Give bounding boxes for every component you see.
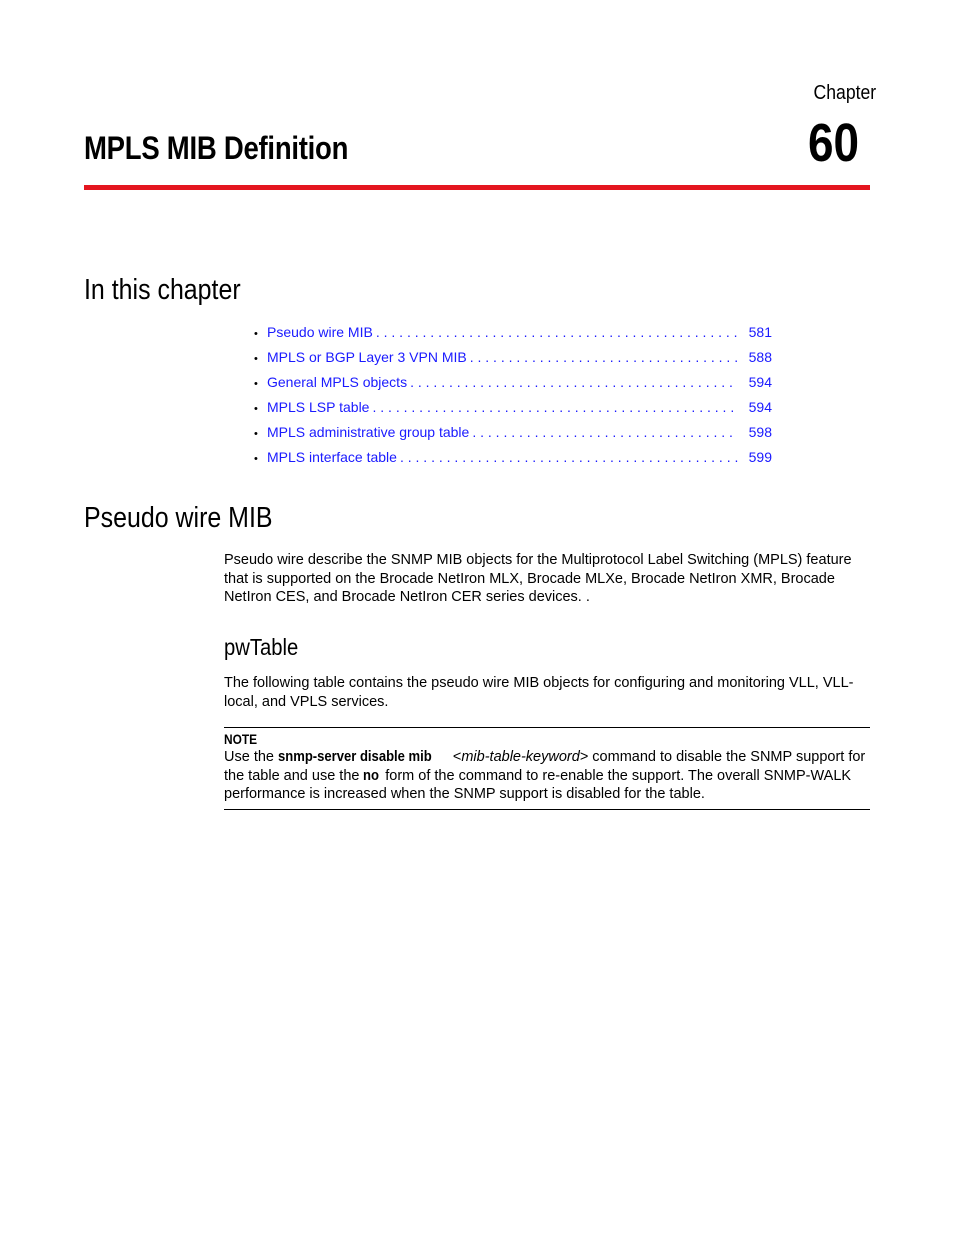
toc-link-general-mpls-objects[interactable]: General MPLS objects [267, 374, 408, 390]
note-text-part: Use the [224, 749, 278, 765]
chapter-title: MPLS MIB Definition [84, 130, 349, 166]
toc-leader-dots [372, 397, 738, 417]
toc-item [254, 372, 772, 397]
chapter-number: 60 [808, 113, 860, 173]
toc-page-number[interactable]: 594 [748, 399, 772, 415]
toc-item [254, 397, 772, 422]
title-rule [84, 185, 870, 190]
toc-link-mpls-admin-group-table[interactable]: MPLS administrative group table [267, 424, 470, 440]
toc-leader-dots [470, 347, 738, 367]
toc-page-number[interactable]: 599 [748, 449, 772, 465]
toc-page-number[interactable]: 581 [748, 324, 772, 340]
note-text-part: > command to disable the SNMP support for the table and use the [224, 749, 866, 784]
note-argument: mib-table-keyword [461, 749, 580, 765]
toc-heading: In this chapter [84, 274, 241, 306]
note-text-part: form of the command to re-enable the support. The overall SNMP-WALK performance is increased when the SNMP support is disabled for the table. [224, 767, 852, 802]
toc-page-number[interactable]: 598 [748, 424, 772, 440]
section-heading: Pseudo wire MIB [84, 502, 273, 534]
toc-link-mpls-lsp-table[interactable]: MPLS LSP table [267, 399, 370, 415]
toc-link-pseudo-wire-mib[interactable]: Pseudo wire MIB [267, 324, 373, 340]
toc-leader-dots [376, 322, 738, 342]
chapter-toc [254, 322, 772, 472]
toc-leader-dots [400, 447, 738, 467]
toc-page-number[interactable]: 588 [748, 349, 772, 365]
chapter-label: Chapter [813, 82, 876, 104]
toc-leader-dots [410, 372, 738, 392]
subsection-heading: pwTable [224, 634, 299, 660]
toc-link-mpls-interface-table[interactable]: MPLS interface table [267, 449, 397, 465]
bullet-icon: • [254, 328, 258, 340]
note-label: NOTE [224, 731, 258, 747]
toc-item [254, 322, 772, 347]
toc-leader-dots [472, 422, 738, 442]
note-command: snmp-server disable mib [278, 749, 432, 765]
toc-item [254, 347, 772, 372]
toc-link-mpls-bgp-l3vpn-mib[interactable]: MPLS or BGP Layer 3 VPN MIB [267, 349, 467, 365]
toc-item [254, 447, 772, 472]
table-intro-paragraph: The following table contains the pseudo wire MIB objects for configuring and monitoring VLL, VLL-local, and VPLS services. [224, 675, 854, 710]
toc-page-number[interactable]: 594 [748, 374, 772, 390]
note-text-part: < [448, 749, 462, 765]
toc-item [254, 422, 772, 447]
bullet-icon: • [254, 428, 258, 440]
bullet-icon: • [254, 353, 258, 365]
note-text [224, 748, 870, 804]
bullet-icon: • [254, 403, 258, 415]
note-box [224, 727, 870, 810]
note-no-keyword: no [363, 767, 380, 784]
bullet-icon: • [254, 453, 258, 465]
intro-paragraph: Pseudo wire describe the SNMP MIB objects for the Multiprotocol Label Switching (MPLS) feature that is supported on the Brocade NetIron MLX, Brocade MLXe, Brocade NetIron XMR, Brocade NetIron CES, and Brocade NetIron CER series devices. . [224, 552, 852, 605]
bullet-icon: • [254, 378, 258, 390]
